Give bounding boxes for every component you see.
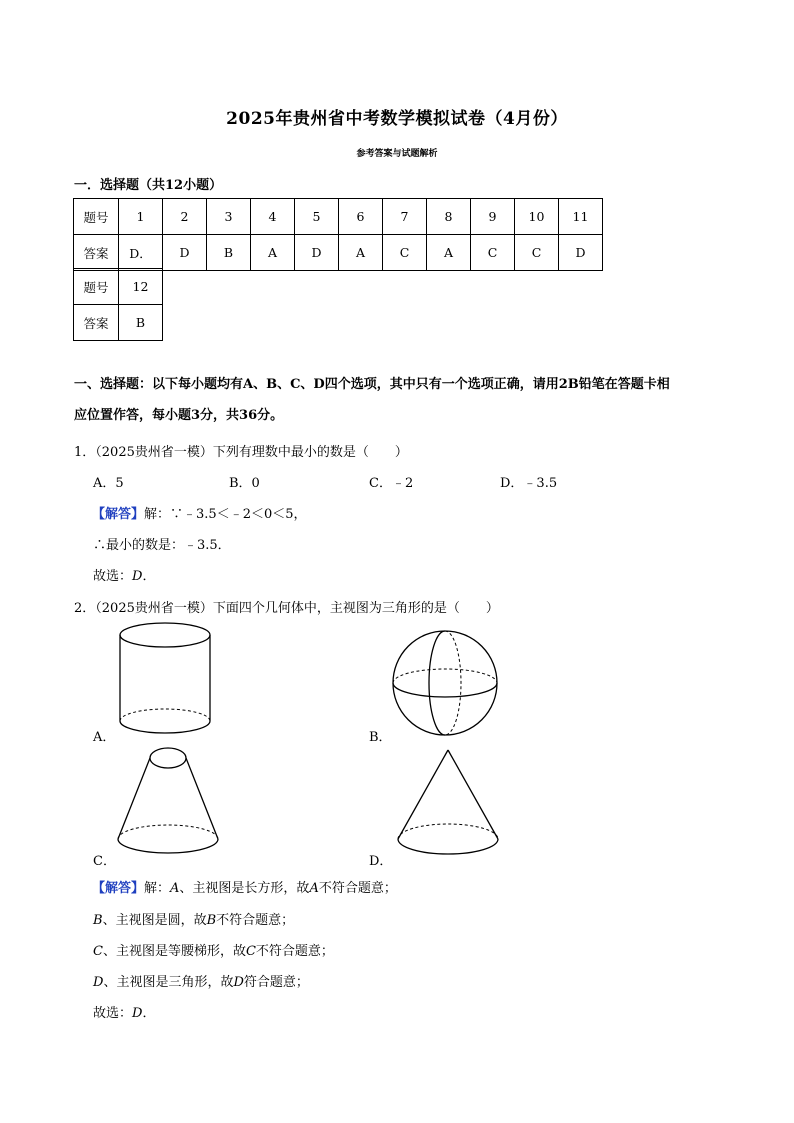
section-heading: 一．选择题（共12小题） xyxy=(74,178,223,193)
table-cell: A xyxy=(339,235,383,271)
table-header-number: 题号 xyxy=(74,199,119,235)
option-letter: C xyxy=(245,944,256,959)
table-row-answers xyxy=(74,235,603,271)
instructions xyxy=(74,369,734,431)
table-cell: D xyxy=(295,235,339,271)
table-cell: B xyxy=(119,305,163,341)
solution-text: 解：∵﹣3.5＜﹣2＜0＜5， xyxy=(144,507,307,522)
q2-option-d-label: D． xyxy=(369,854,393,869)
q2-solution-line-a xyxy=(92,877,397,896)
solution-tag: 【解答】 xyxy=(92,881,145,896)
table-cell: 12 xyxy=(119,269,163,305)
q2-solution-line-c xyxy=(93,940,334,959)
table-cell: 2 xyxy=(163,199,207,235)
table-cell: B xyxy=(207,235,251,271)
table-cell: 5 xyxy=(295,199,339,235)
answer-table-2 xyxy=(73,268,163,341)
table-cell: D xyxy=(559,235,603,271)
option-letter: D xyxy=(93,975,104,990)
solution-text: 不符合题意； xyxy=(255,944,334,959)
solution-text: 、主视图是等腰梯形，故 xyxy=(102,944,246,959)
final-prefix: 故选： xyxy=(93,569,133,584)
table-cell: D xyxy=(163,235,207,271)
q2-solution-line-d xyxy=(93,971,309,990)
option-letter: B xyxy=(93,913,103,928)
final-letter: D xyxy=(132,1006,143,1021)
q2-option-c-label: C． xyxy=(93,854,116,869)
table-cell: A xyxy=(427,235,471,271)
instructions-line: 一、选择题：以下每小题均有A、B、C、D四个选项，其中只有一个选项正确，请用2B铅笔在答题卡相 xyxy=(74,377,670,392)
solution-text: 、主视图是圆，故 xyxy=(102,913,207,928)
option-letter: D xyxy=(233,975,244,990)
q1-option-b: B．0 xyxy=(229,476,260,491)
solution-tag: 【解答】 xyxy=(92,507,145,522)
solution-text: 、主视图是三角形，故 xyxy=(103,975,234,990)
option-letter: A xyxy=(309,881,319,896)
table-cell: 8 xyxy=(427,199,471,235)
q1-option-c: C．﹣2 xyxy=(369,476,414,491)
answer-table-1 xyxy=(73,198,603,271)
solution-text: 不符合题意； xyxy=(318,881,397,896)
table-header-answer: 答案 xyxy=(74,305,119,341)
table-cell: C xyxy=(515,235,559,271)
question-1-stem: 1．（2025贵州省一模）下列有理数中最小的数是（ ） xyxy=(74,445,408,460)
table-cell: C xyxy=(471,235,515,271)
solution-text: 不符合题意； xyxy=(216,913,295,928)
instructions-line: 应位置作答，每小题3分，共36分。 xyxy=(74,408,284,423)
table-cell: 9 xyxy=(471,199,515,235)
question-2-stem: 2．（2025贵州省一模）下面四个几何体中，主视图为三角形的是（ ） xyxy=(74,601,499,616)
table-row-numbers xyxy=(74,199,603,235)
q1-option-d: D．﹣3.5 xyxy=(500,476,558,491)
table-cell: 7 xyxy=(383,199,427,235)
q2-option-b-label: B． xyxy=(369,730,392,745)
option-letter: B xyxy=(206,913,217,928)
table-cell: 10 xyxy=(515,199,559,235)
table-cell: D． xyxy=(119,235,163,271)
table-cell: C xyxy=(383,235,427,271)
cone-icon xyxy=(392,744,504,862)
q2-option-a-label: A． xyxy=(93,730,116,745)
sphere-icon xyxy=(390,628,500,738)
solution-text: 、主视图是长方形，故 xyxy=(179,881,310,896)
solution-text: 符合题意； xyxy=(243,975,309,990)
q1-solution-line: ∴最小的数是：﹣3.5． xyxy=(93,538,231,553)
cylinder-icon xyxy=(114,620,216,738)
table-header-number: 题号 xyxy=(74,269,119,305)
final-suffix: ． xyxy=(142,569,156,584)
table-cell: 11 xyxy=(559,199,603,235)
table-cell: 4 xyxy=(251,199,295,235)
table-header-answer: 答案 xyxy=(74,235,119,271)
q1-option-a: A．5 xyxy=(93,476,124,491)
final-letter: D xyxy=(132,569,143,584)
q2-solution-line-b xyxy=(93,909,294,928)
table-cell: 1 xyxy=(119,199,163,235)
final-prefix: 故选： xyxy=(93,1006,133,1021)
page-title: 2025年贵州省中考数学模拟试卷（4月份） xyxy=(226,109,568,129)
solution-prefix: 解： xyxy=(144,881,171,896)
q1-final-answer xyxy=(93,565,155,584)
q1-solution-line xyxy=(92,503,307,522)
table-row-answers xyxy=(74,305,163,341)
option-letter: A xyxy=(170,881,180,896)
option-letter: C xyxy=(93,944,103,959)
table-row-numbers xyxy=(74,269,163,305)
table-cell: A xyxy=(251,235,295,271)
frustum-icon xyxy=(113,744,223,862)
table-cell: 6 xyxy=(339,199,383,235)
q2-final-answer xyxy=(93,1002,155,1021)
final-suffix: ． xyxy=(142,1006,156,1021)
table-cell: 3 xyxy=(207,199,251,235)
page-subtitle: 参考答案与试题解析 xyxy=(356,149,438,159)
